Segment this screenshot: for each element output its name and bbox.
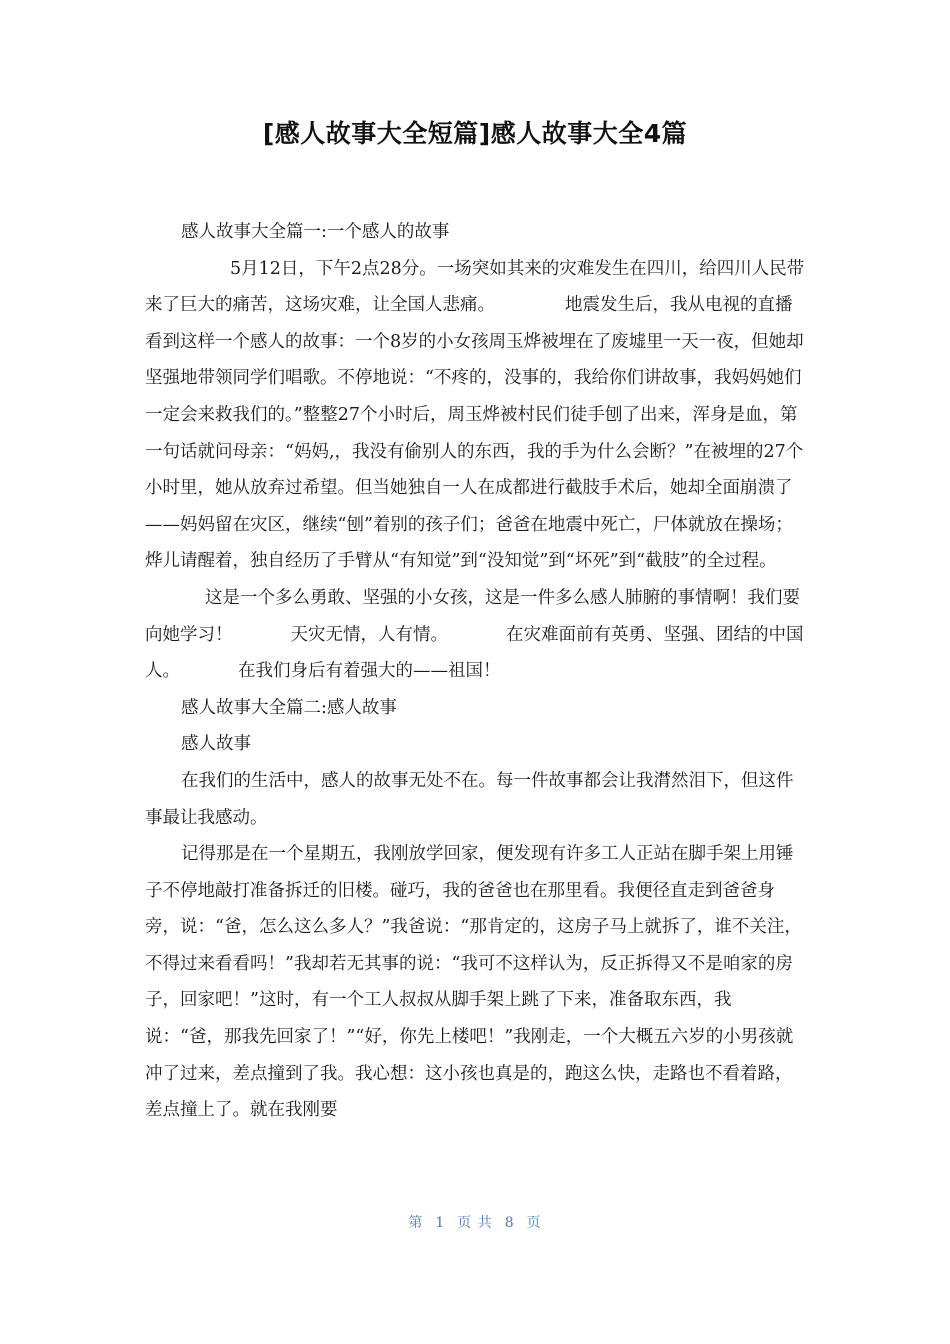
section1-heading: 感人故事大全篇一:一个感人的故事 [181, 222, 450, 242]
footer-page-number: 1 [435, 1215, 446, 1231]
section1-text-f: 在我们身后有着强大的——祖国！ [238, 661, 501, 682]
footer-page-word: 第 [408, 1215, 424, 1231]
section2-heading: 感人故事大全篇二:感人故事 [181, 697, 397, 718]
footer-page-end: 页 [526, 1215, 542, 1231]
section1-text-d: 天灾无情，人有情。 [290, 624, 448, 645]
section2-subheading: 感人故事 [181, 734, 251, 755]
document-title: [感人故事大全短篇]感人故事大全4篇 [262, 119, 688, 148]
section2-paragraph-1: 在我们的生活中，感人的故事无处不在。每一件故事都会让我潸然泪下，但这件事最让我感动。 [145, 770, 794, 828]
section1-text-c: 这是一个多么勇敢、坚强的小女孩，这是一件多么感人肺腑的事情啊！我们要向她学习！ [145, 587, 800, 645]
section1-text-e: 在灾难面前有英勇、坚强、团结的中国人。 [145, 624, 804, 682]
page-footer [0, 1212, 950, 1232]
document-body [145, 214, 807, 1129]
section2-paragraph-2: 记得那是在一个星期五，我刚放学回家，便发现有许多工人正站在脚手架上用锤子不停地敲打准备拆迁的旧楼。碰巧，我的爸爸也在那里看。我便径直走到爸爸身旁，说：“爸，怎么这么多人？”我爸说：“那肯定的，这房子马上就拆了，谁不关注，不得过来看看吗！”我却若无其事的说：“我可不这样认为，反正拆得又不是咱家的房子，回家吧！”这时，有一个工人叔叔从脚手架上跳了下来，准备取东西，我说：“爸，那我先回家了！”“好，你先上楼吧！”我刚走，一个大概五六岁的小男孩就冲了过来，差点撞到了我。我心想：这小孩也真是的，跑这么快，走路也不看着路，差点撞上了。就在我刚要 [145, 844, 802, 1121]
section1-text-b: 地震发生后，我从电视的直播看到这样一个感人的故事：一个8岁的小女孩周玉烨被埋在了废墟里一天一夜，但她却坚强地带领同学们唱歌。不停地说：“不疼的，没事的，我给你们讲故事，我妈妈她们一定会来救我们的。”整整27个小时后，周玉烨被村民们徒手刨了出来，浑身是血，第一句话就问母亲：“妈妈,，我没有偷别人的东西，我的手为什么会断？”在被埋的27个小时里，她从放弃过希望。但当她独自一人在成都进行截肢手术后，她却全面崩溃了——妈妈留在灾区，继续“刨”着别的孩子们；爸爸在地震中死亡，尸体就放在操场；烨儿请醒着，独自经历了手臂从“有知觉”到“没知觉”到“坏死”到“截肢”的全过程。 [145, 295, 804, 572]
footer-page-mid: 页 共 [457, 1215, 493, 1231]
section1-paragraph [145, 251, 807, 690]
section1-text-a: 5月12日，下午2点28分。一场突如其来的灾难发生在四川，给四川人民带来了巨大的痛苦，这场灾难，让全国人悲痛。 [145, 258, 805, 316]
footer-page-total: 8 [504, 1215, 515, 1231]
